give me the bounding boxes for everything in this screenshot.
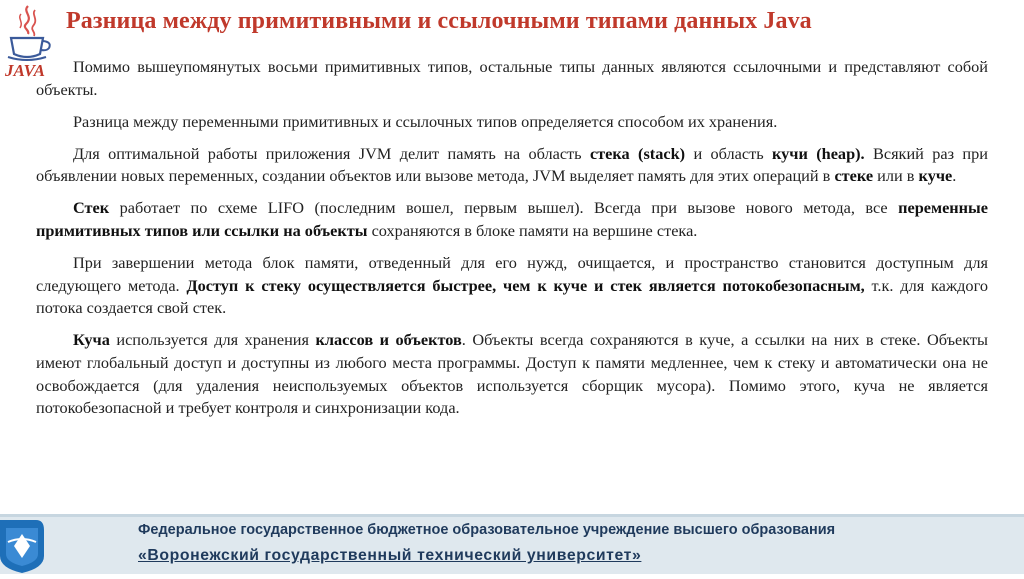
slide-title: Разница между примитивными и ссылочными типами данных Java: [66, 8, 812, 34]
paragraph-1: Помимо вышеупомянутых восьми примитивных типов, остальные типы данных являются ссылочными и представляют собой объекты.: [36, 57, 988, 99]
footer-institution-type: Федеральное государственное бюджетное образовательное учреждение высшего образования: [138, 522, 836, 538]
paragraph-6: Куча используется для хранения классов и объектов. Объекты всегда сохраняются в куче, а ссылки на них в стеке. Объекты имеют глобальный доступ и доступны из любого места программы. Доступ к памяти медленнее, чем к стеку и автоматически она не освобождается (для удаления неиспользуемых объектов используется сборщик мусора). Помимо этого, куча не является потокобезопасной и требует контроля и синхронизации кода.: [36, 330, 988, 418]
java-logo-text: JAVA: [5, 61, 45, 80]
footer-divider: [0, 514, 1024, 517]
paragraph-3: Для оптимальной работы приложения JVM делит память на область стека (stack) и область кучи (heap). Всякий раз при объявлении новых переменных, создании объектов или вызове метода, JVM выделяет память для этих операций в стеке или в куче.: [36, 143, 988, 186]
slide-body: [36, 56, 988, 429]
paragraph-5: При завершении метода блок памяти, отведенный для его нужд, очищается, и пространство становится доступным для следующего метода. Доступ к стеку осуществляется быстрее, чем к куче и стек является потокобезопасным, т.к. для каждого потока создается свой стек.: [36, 253, 988, 318]
paragraph-4: Стек работает по схеме LIFO (последним вошел, первым вышел). Всегда при вызове нового метода, все переменные примитивных типов или ссылки на объекты сохраняются в блоке памяти на вершине стека.: [36, 198, 988, 241]
paragraph-2: Разница между переменными примитивных и ссылочных типов определяется способом их хранения.: [73, 111, 778, 131]
footer-university-link[interactable]: «Воронежский государственный технический университет»: [138, 547, 642, 564]
university-emblem-icon: [0, 516, 48, 574]
